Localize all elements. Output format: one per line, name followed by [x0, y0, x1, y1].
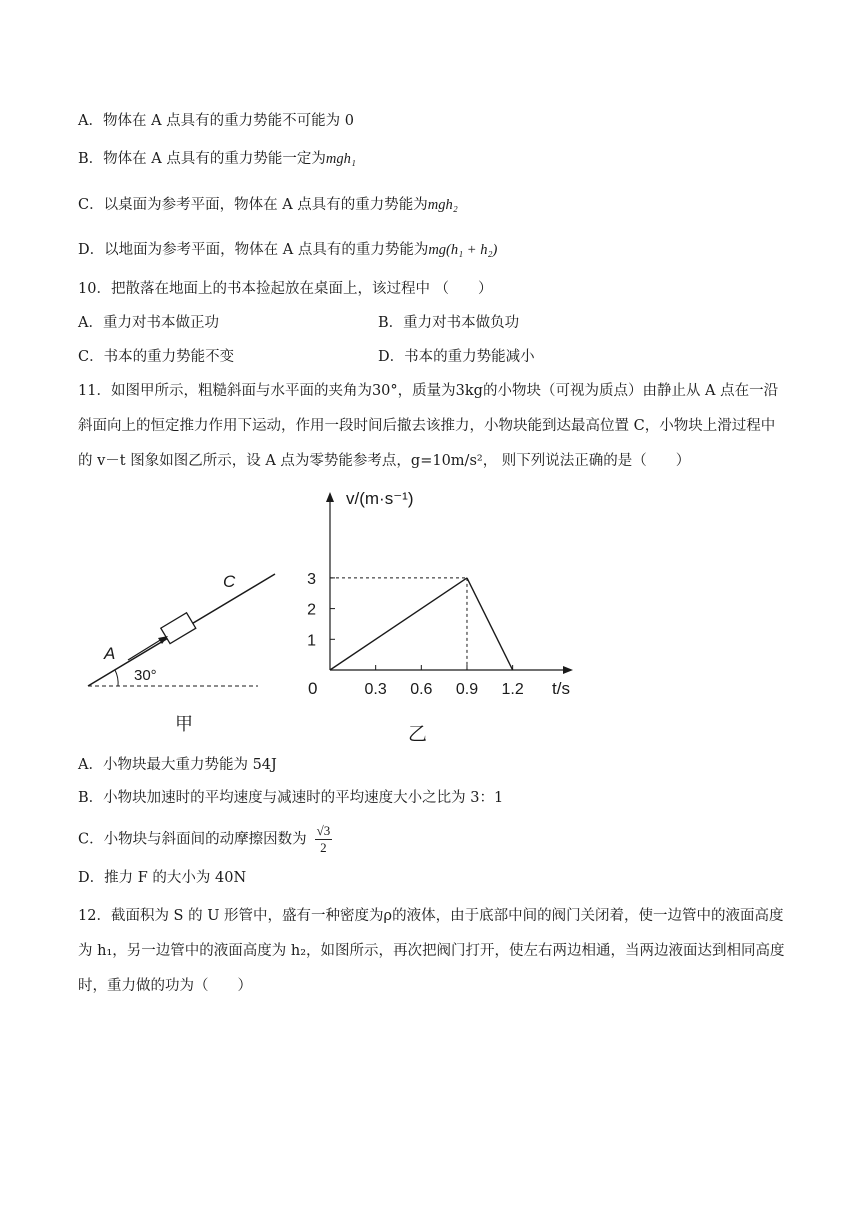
q11-option-c — [78, 823, 332, 856]
label-a: A — [104, 644, 116, 663]
q11-option-d: D．推力 F 的大小为 40N — [78, 870, 247, 886]
q10-option-d: D．书本的重力势能减小 — [378, 349, 535, 365]
q9-option-d — [78, 240, 497, 260]
force-arrow-shaft — [128, 639, 162, 660]
angle-arc — [115, 670, 118, 686]
q11-option-a: A．小物块最大重力势能为 54J — [78, 757, 277, 773]
origin-label: 0 — [308, 679, 318, 698]
q10-option-c: C．书本的重力势能不变 — [78, 349, 235, 365]
q10-option-a: A．重力对书本做正功 — [78, 315, 219, 331]
mu-fraction-numerator: √3 — [316, 823, 331, 838]
q10-stem: 10．把散落在地面上的书本捡起放在桌面上，该过程中 （ ） — [78, 281, 493, 297]
q11-option-b: B．小物块加速时的平均速度与减速时的平均速度大小之比为 3：1 — [78, 790, 504, 806]
vt-segment — [467, 578, 513, 670]
x-tick-label: 0.3 — [364, 681, 387, 698]
y-tick-label: 1 — [307, 632, 316, 650]
q9-option-d-text: D．以地面为参考平面，物体在 A 点具有的重力势能为 — [78, 242, 429, 258]
angle-label: 30° — [134, 667, 157, 684]
y-tick-label: 2 — [307, 601, 316, 619]
x-axis-label: t/s — [552, 679, 570, 698]
label-c: C — [223, 572, 236, 591]
vt-segment — [330, 578, 467, 670]
q9-option-b — [78, 149, 356, 169]
figure-jia — [80, 560, 280, 740]
figure-yi-vt-graph — [290, 478, 600, 748]
y-tick-label: 3 — [307, 570, 316, 588]
q11-option-c-text: C．小物块与斜面间的动摩擦因数为 — [78, 831, 307, 848]
q9-option-b-text: B．物体在 A 点具有的重力势能一定为 — [78, 151, 326, 167]
mu-fraction-denominator: 2 — [320, 840, 327, 855]
caption-yi: 乙 — [408, 724, 428, 745]
x-axis-arrow — [563, 666, 573, 674]
x-tick-label: 0.6 — [410, 681, 433, 698]
q9-option-c — [78, 195, 458, 215]
q9-option-c-expr: mgh₂ — [427, 197, 458, 213]
mu-fraction — [315, 823, 333, 856]
x-tick-label: 0.9 — [455, 681, 479, 698]
y-axis-label: v/(m·s⁻¹) — [346, 489, 414, 508]
q11-stem: 11．如图甲所示，粗糙斜面与水平面的夹角为30°，质量为3kg的小物块（可视为质点）由静止从 A 点在一沿斜面向上的恒定推力作用下运动，作用一段时间后撤去该推力，小物块能到达最高位置 C，小物块上滑过程中的 v－t 图象如图乙所示，设 A 点为零势能参考点，g=10m/s²， 则下列说法正确的是（ ） — [78, 383, 779, 469]
q9-option-d-expr: mg(h₁ + h₂) — [428, 242, 498, 258]
q10-option-b: B．重力对书本做负功 — [378, 315, 520, 331]
q9-option-b-expr: mgh₁ — [325, 151, 356, 167]
q12-stem: 12．截面积为 S 的 U 形管中，盛有一种密度为ρ的液体，由于底部中间的阀门关闭着，使一边管中的液面高度为 h₁，另一边管中的液面高度为 h₂，如图所示，再次把阀门打开，使左右两边相通，当两边液面达到相同高度时，重力做的功为（ ） — [78, 908, 785, 994]
y-axis-arrow — [326, 492, 334, 502]
q9-option-a: A．物体在 A 点具有的重力势能不可能为 0 — [78, 113, 354, 129]
q9-option-c-text: C．以桌面为参考平面，物体在 A 点具有的重力势能为 — [78, 197, 428, 213]
x-tick-label: 1.2 — [501, 681, 524, 698]
caption-jia: 甲 — [175, 714, 193, 734]
